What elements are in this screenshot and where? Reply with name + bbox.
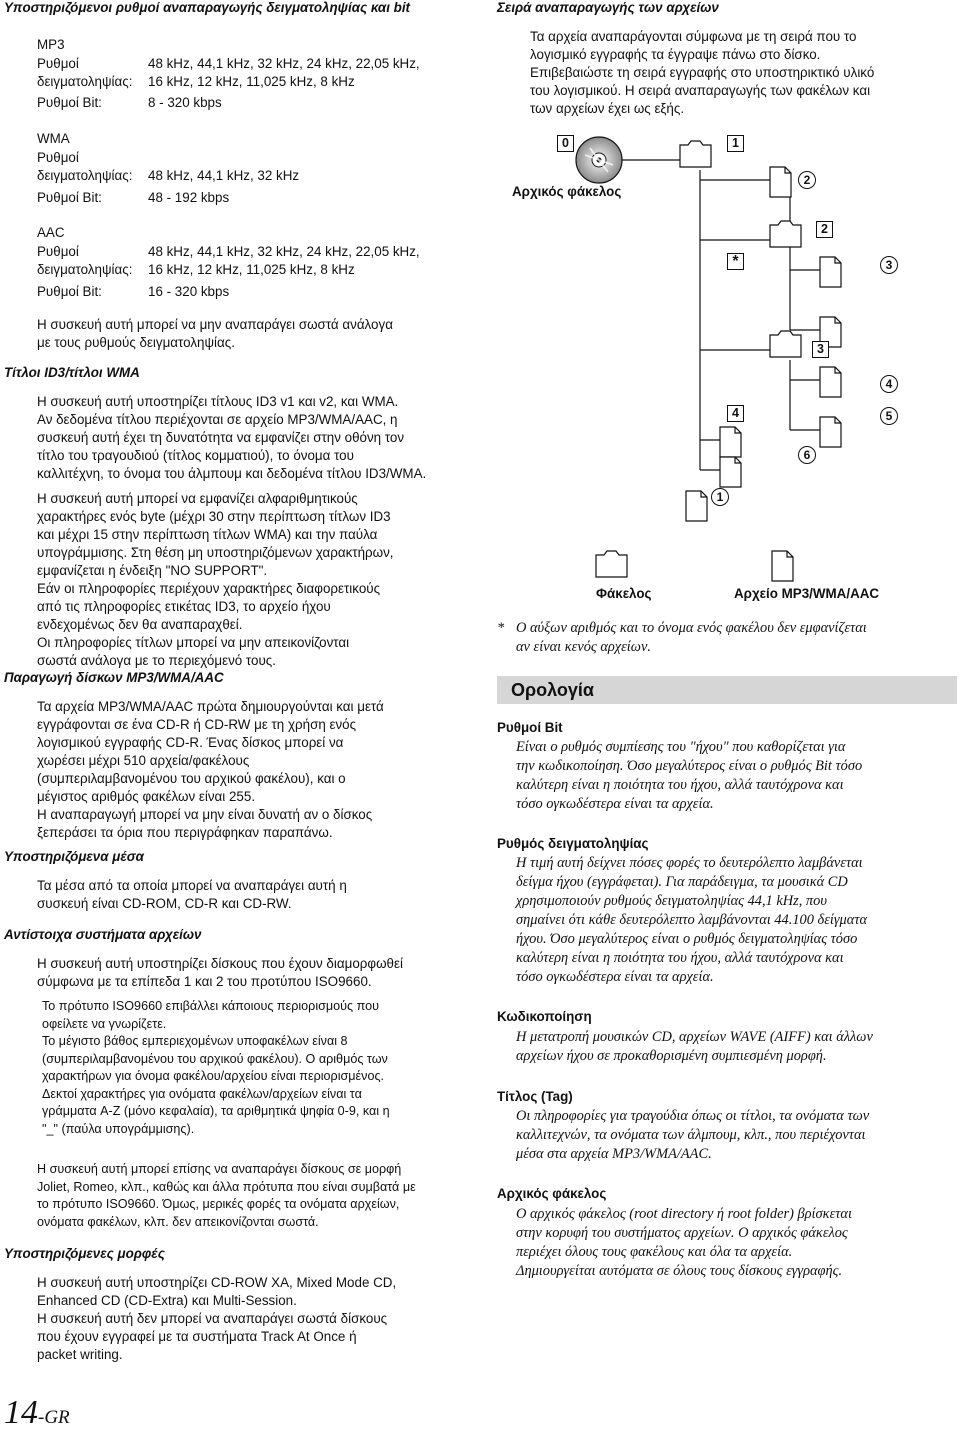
glossary-definition	[516, 1107, 869, 1164]
cd-disc-icon	[576, 137, 622, 183]
text-line: ξεπεράσει τα όρια που περιγράφηκαν παραπάνω.	[37, 825, 333, 840]
text-line: συσκευή είναι CD-ROM, CD-R και CD-RW.	[37, 896, 292, 911]
wma-bit-value: 48 - 192 kbps	[148, 190, 230, 205]
text-line: Η συσκευή αυτή μπορεί να εμφανίζει αλφαριθμητικούς	[37, 491, 358, 506]
mp3-rate-label-1: Ρυθμοί	[37, 56, 79, 71]
text-line: γράμματα A-Z (μόνο κεφαλαία), τα αριθμητικά ψηφία 0-9, και η	[42, 1104, 390, 1118]
text-line: αν είναι κενός αρχείων.	[516, 639, 651, 655]
text-line: χαρακτήρων για όνομα φακέλου/αρχείου είναι περιορισμένος.	[42, 1069, 385, 1083]
sampling-rates-heading: Υποστηριζόμενοι ρυθμοί αναπαραγωγής δειγματοληψίας και bit	[4, 0, 411, 15]
text-line: καλύτερη είναι η ποιότητα του ήχου, αλλά ταυτόχρονα και	[516, 777, 844, 793]
text-line: Η συσκευή αυτή μπορεί να μην αναπαράγει σωστά ανάλογα	[37, 317, 393, 332]
text-line: Enhanced CD (CD-Extra) και Multi-Session.	[37, 1293, 297, 1308]
text-line: Τα αρχεία MP3/WMA/AAC πρώτα δημιουργούνται και μετά	[37, 699, 384, 714]
text-line: Εάν οι πληροφορίες περιέχουν χαρακτήρες διαφορετικούς	[37, 581, 381, 596]
text-line: Δεκτοί χαρακτήρες για ονόματα φακέλων/αρχείων είναι τα	[42, 1086, 362, 1101]
text-line: συσκευή αυτή έχει τη δυνατότητα να εμφανίζει στην οθόνη τον	[37, 430, 405, 445]
glossary-term: Αρχικός φάκελος	[497, 1186, 607, 1201]
text-line: την κωδικοποίηση. Όσο μεγαλύτερος είναι ο ρυθμός Bit τόσο	[516, 758, 863, 774]
text-line: αρχείων ήχου σε προκαθορισμένη συμπιεσμένη μορφή.	[516, 1048, 827, 1064]
file-systems-heading: Αντίστοιχα συστήματα αρχείων	[4, 927, 202, 942]
text-line: σύμφωνα με τα επίπεδα 1 και 2 του προτύπου ISO9660.	[37, 974, 372, 989]
text-line: μέγιστος αριθμός φακέλων είναι 255.	[37, 789, 256, 804]
sampling-note	[37, 316, 393, 352]
footnote-text	[516, 619, 867, 657]
file-icon	[720, 457, 741, 487]
playback-order-paragraph	[530, 28, 874, 118]
file-icon	[772, 551, 793, 581]
text-line: μέσα στα αρχεία MP3/WMA/AAC.	[516, 1146, 712, 1162]
text-line: εγγράφονται σε ένα CD-R ή CD-RW με τη χρήση ενός	[37, 717, 357, 732]
text-line: το πρότυπο ISO9660. Όμως, μερικές φορές τα ονόματα αρχείων,	[37, 1197, 400, 1211]
file-icon	[686, 491, 707, 521]
file-systems-paragraph-1	[37, 955, 403, 991]
root-folder-label: Αρχικός φάκελος	[512, 184, 622, 199]
mp3-bit-value: 8 - 320 kbps	[148, 95, 222, 110]
footnote-mark: *	[497, 620, 505, 636]
file-icon	[820, 257, 841, 287]
text-line: Τα μέσα από τα οποία μπορεί να αναπαράγει αυτή η	[37, 878, 347, 893]
mp3-name: MP3	[37, 37, 65, 52]
text-line: Η συσκευή αυτή υποστηρίζει δίσκους που έχουν διαμορφωθεί	[37, 956, 403, 971]
text-line: χαρακτήρες ενός byte (μέχρι 30 στην περίπτωση τίτλων ID3	[37, 509, 391, 524]
file-legend-label: Αρχείο MP3/WMA/AAC	[734, 586, 880, 601]
mp3-rate-line-1: 48 kHz, 44,1 kHz, 32 kHz, 24 kHz, 22,05 kHz,	[148, 56, 420, 71]
folder-icon	[596, 551, 627, 577]
text-line: Η συσκευή αυτή μπορεί επίσης να αναπαράγει δίσκους σε μορφή	[37, 1162, 402, 1176]
glossary-definition	[516, 854, 867, 987]
folder-number-badge: 1	[727, 135, 744, 152]
wma-bit-label: Ρυθμοί Bit:	[37, 190, 102, 205]
aac-name: AAC	[37, 225, 65, 240]
file-systems-paragraph-3	[37, 1161, 416, 1231]
text-line: περιέχει όλους τους φακέλους και όλα τα αρχεία.	[516, 1244, 793, 1260]
text-line: στην κορυφή του συστήματος αρχείων. Ο αρχικός φάκελος	[516, 1225, 848, 1241]
file-icon	[720, 427, 741, 457]
text-line: καλλιτεχνών, τα ονόματα των άλμπουμ, κλπ., που περιέχονται	[516, 1127, 866, 1143]
text-line: packet writing.	[37, 1347, 123, 1362]
text-line: "_" (παύλα υπογράμμισης).	[42, 1121, 195, 1136]
text-line: καλύτερη είναι η ποιότητα του ήχου, αλλά ταυτόχρονα και	[516, 950, 844, 966]
aac-bit-label: Ρυθμοί Bit:	[37, 284, 102, 299]
page-number	[4, 1394, 70, 1432]
text-line: Η συσκευή αυτή υποστηρίζει τίτλους ID3 v1 και v2, και WMA.	[37, 394, 399, 409]
text-line: με τους ρυθμούς δειγματοληψίας.	[37, 335, 235, 350]
text-line: οφείλετε να γνωρίζετε.	[42, 1016, 167, 1031]
text-line: Επιβεβαιώστε τη σειρά εγγραφής στο υποστηρικτικό υλικό	[530, 65, 875, 80]
text-line: Οι πληροφορίες τίτλων μπορεί να μην απεικονίζονται	[37, 635, 350, 650]
text-line: Είναι ο ρυθμός συμπίεσης του "ήχου" που καθορίζεται για	[516, 739, 846, 755]
wma-name: WMA	[37, 131, 70, 146]
text-line: τόσο ογκωδέστερα είναι τα αρχεία.	[516, 796, 714, 812]
id3-heading: Τίτλοι ID3/τίτλοι WMA	[4, 365, 140, 380]
text-line: Η τιμή αυτή δείχνει πόσες φορές το δευτερόλεπτο λαμβάνεται	[516, 855, 863, 871]
aac-rate-line-1: 48 kHz, 44,1 kHz, 32 kHz, 24 kHz, 22,05 kHz,	[148, 244, 420, 259]
page-number-suffix: -GR	[38, 1407, 70, 1428]
folder-number-badge: 2	[816, 221, 833, 238]
supported-formats-heading: Υποστηριζόμενες μορφές	[4, 1246, 165, 1261]
file-icon	[770, 167, 791, 197]
text-line: Η αναπαραγωγή μπορεί να μην είναι δυνατή αν ο δίσκος	[37, 807, 373, 822]
folder-icon	[680, 141, 711, 167]
text-line: Αν δεδομένα τίτλου περιέχονται σε αρχείο MP3/WMA/AAC, η	[37, 412, 398, 427]
text-line: ήχου. Όσο μεγαλύτερος είναι ο ρυθμός δειγματοληψίας τόσο	[516, 931, 858, 947]
text-line: που έχουν εγγραφεί με τα συστήματα Track At Once ή	[37, 1329, 357, 1344]
text-line: καλλιτέχνη, το όνομα του άλμπουμ και δεδομένα τίτλου ID3/WMA.	[37, 466, 427, 481]
file-number-badge: 6	[798, 446, 816, 464]
file-systems-paragraph-2	[42, 998, 390, 1138]
aac-rate-label-1: Ρυθμοί	[37, 244, 79, 259]
supported-formats-paragraph	[37, 1274, 396, 1364]
terminology-title: Ορολογία	[511, 680, 594, 700]
disc-production-paragraph	[37, 698, 384, 842]
aac-rate-label-2: δειγματοληψίας:	[37, 262, 133, 277]
text-line: Joliet, Romeo, κλπ., καθώς και άλλα πρότυπα που είναι συμβατά με	[37, 1179, 416, 1194]
file-number-badge: 2	[798, 171, 816, 189]
file-number-badge: 5	[880, 407, 898, 425]
terminology-title-bar	[497, 676, 957, 704]
playback-order-heading: Σειρά αναπαραγωγής των αρχείων	[497, 0, 719, 15]
text-line: των αρχείων έχει ως εξής.	[530, 101, 685, 116]
folder-number-badge: 3	[812, 341, 829, 358]
file-number-badge: 3	[880, 256, 898, 274]
glossary-term: Κωδικοποίηση	[497, 1009, 592, 1024]
file-icon	[820, 367, 841, 397]
supported-media-paragraph	[37, 877, 347, 913]
text-line: Τα αρχεία αναπαράγονται σύμφωνα με τη σειρά που το	[530, 29, 857, 44]
text-line: και μέχρι 15 στην περίπτωση τίτλων WMA) και την παύλα	[37, 527, 378, 542]
glossary-term: Ρυθμός δειγματοληψίας	[497, 836, 649, 851]
text-line: του λογισμικού. Η σειρά αναπαραγωγής των φακέλων και	[530, 83, 871, 98]
mp3-rate-label-2: δειγματοληψίας:	[37, 74, 133, 89]
text-line: Δημιουργείται αυτόματα σε όλους τους δίσκους εγγραφής.	[516, 1263, 843, 1279]
wma-rate-line-1: 48 kHz, 44,1 kHz, 32 kHz	[148, 168, 300, 183]
text-line: τόσο ογκωδέστερα είναι τα αρχεία.	[516, 969, 714, 985]
wma-rate-label-2: δειγματοληψίας:	[37, 168, 133, 183]
glossary-definition	[516, 1205, 852, 1281]
page-number-digits: 14	[4, 1394, 38, 1431]
text-line: ονόματα φακέλων, κλπ. δεν απεικονίζονται σωστά.	[37, 1214, 319, 1229]
text-line: ενδεχομένως δεν θα αναπαραχθεί.	[37, 617, 243, 632]
supported-media-heading: Υποστηριζόμενα μέσα	[4, 849, 144, 864]
aac-rate-line-2: 16 kHz, 12 kHz, 11,025 kHz, 8 kHz	[148, 262, 355, 277]
glossary-definition	[516, 738, 862, 814]
folder-number-badge: 4	[727, 405, 744, 422]
file-number-badge: 1	[711, 488, 729, 506]
text-line: Η συσκευή αυτή δεν μπορεί να αναπαράγει σωστά δίσκους	[37, 1311, 388, 1326]
id3-paragraph-1	[37, 393, 426, 483]
text-line: τίτλο του τραγουδιού (τίτλος κομματιού), το όνομα του	[37, 448, 354, 463]
mp3-bit-label: Ρυθμοί Bit:	[37, 95, 102, 110]
text-line: από τις πληροφορίες ετικέτας ID3, το αρχείο ήχου	[37, 599, 331, 614]
wma-rate-label-1: Ρυθμοί	[37, 150, 79, 165]
id3-paragraph-2	[37, 490, 394, 670]
text-line: Ο αύξων αριθμός και το όνομα ενός φακέλου δεν εμφανίζεται	[516, 620, 867, 636]
text-line: εμφανίζεται η ένδειξη "NO SUPPORT".	[37, 563, 268, 578]
file-number-badge: 4	[880, 375, 898, 393]
folder-legend-label: Φάκελος	[596, 586, 652, 601]
folder-icon	[770, 331, 801, 357]
text-line: λογισμικό εγγραφής τα έγγραψε πάνω στο δίσκο.	[530, 47, 821, 62]
tree-lines	[599, 160, 820, 470]
glossary-term: Ρυθμοί Bit	[497, 720, 563, 735]
file-icon	[820, 417, 841, 447]
text-line: χρησιμοποιούν ρυθμούς δειγματοληψίας 44,1 kHz, που	[516, 893, 827, 909]
glossary-term: Τίτλος (Tag)	[497, 1089, 573, 1104]
aac-bit-value: 16 - 320 kbps	[148, 284, 230, 299]
folder-icon	[770, 221, 801, 247]
text-line: σωστά ανάλογα με το περιεχόμενό τους.	[37, 653, 276, 668]
text-line: Το μέγιστο βάθος εμπεριεχομένων υποφακέλων είναι 8	[42, 1034, 348, 1048]
text-line: υπογράμμισης. Στη θέση μη υποστηριζόμενων χαρακτήρων,	[37, 545, 394, 560]
text-line: λογισμικού εγγραφής CD-R. Ένας δίσκος μπορεί να	[37, 735, 344, 750]
glossary-definition	[516, 1028, 873, 1066]
text-line: Ο αρχικός φάκελος (root directory ή root folder) βρίσκεται	[516, 1206, 852, 1222]
empty-folder-asterisk-badge: *	[727, 253, 744, 270]
text-line: σημαίνει ότι κάθε δευτερόλεπτο λαμβάνονται 44.100 δείγματα	[516, 912, 868, 928]
text-line: Το πρότυπο ISO9660 επιβάλλει κάποιους περιορισμούς που	[42, 999, 380, 1013]
mp3-rate-line-2: 16 kHz, 12 kHz, 11,025 kHz, 8 kHz	[148, 74, 355, 89]
text-line: χωρέσει μέχρι 510 αρχεία/φακέλους	[37, 753, 250, 768]
text-line: Η συσκευή αυτή υποστηρίζει CD-ROW XA, Mixed Mode CD,	[37, 1275, 397, 1290]
text-line: Η μετατροπή μουσικών CD, αρχείων WAVE (AIFF) και άλλων	[516, 1029, 873, 1045]
text-line: (συμπεριλαμβανομένου του αρχικού φακέλου). Ο αριθμός των	[42, 1051, 388, 1066]
folder-number-badge: 0	[557, 135, 574, 152]
text-line: δείγμα ήχου (εγγράφεται). Για παράδειγμα, τα μουσικά CD	[516, 874, 848, 890]
disc-production-heading: Παραγωγή δίσκων MP3/WMA/AAC	[4, 670, 224, 685]
text-line: Οι πληροφορίες για τραγούδια όπως οι τίτλοι, τα ονόματα των	[516, 1108, 870, 1124]
text-line: (συμπεριλαμβανομένου του αρχικού φακέλου), και ο	[37, 771, 346, 786]
